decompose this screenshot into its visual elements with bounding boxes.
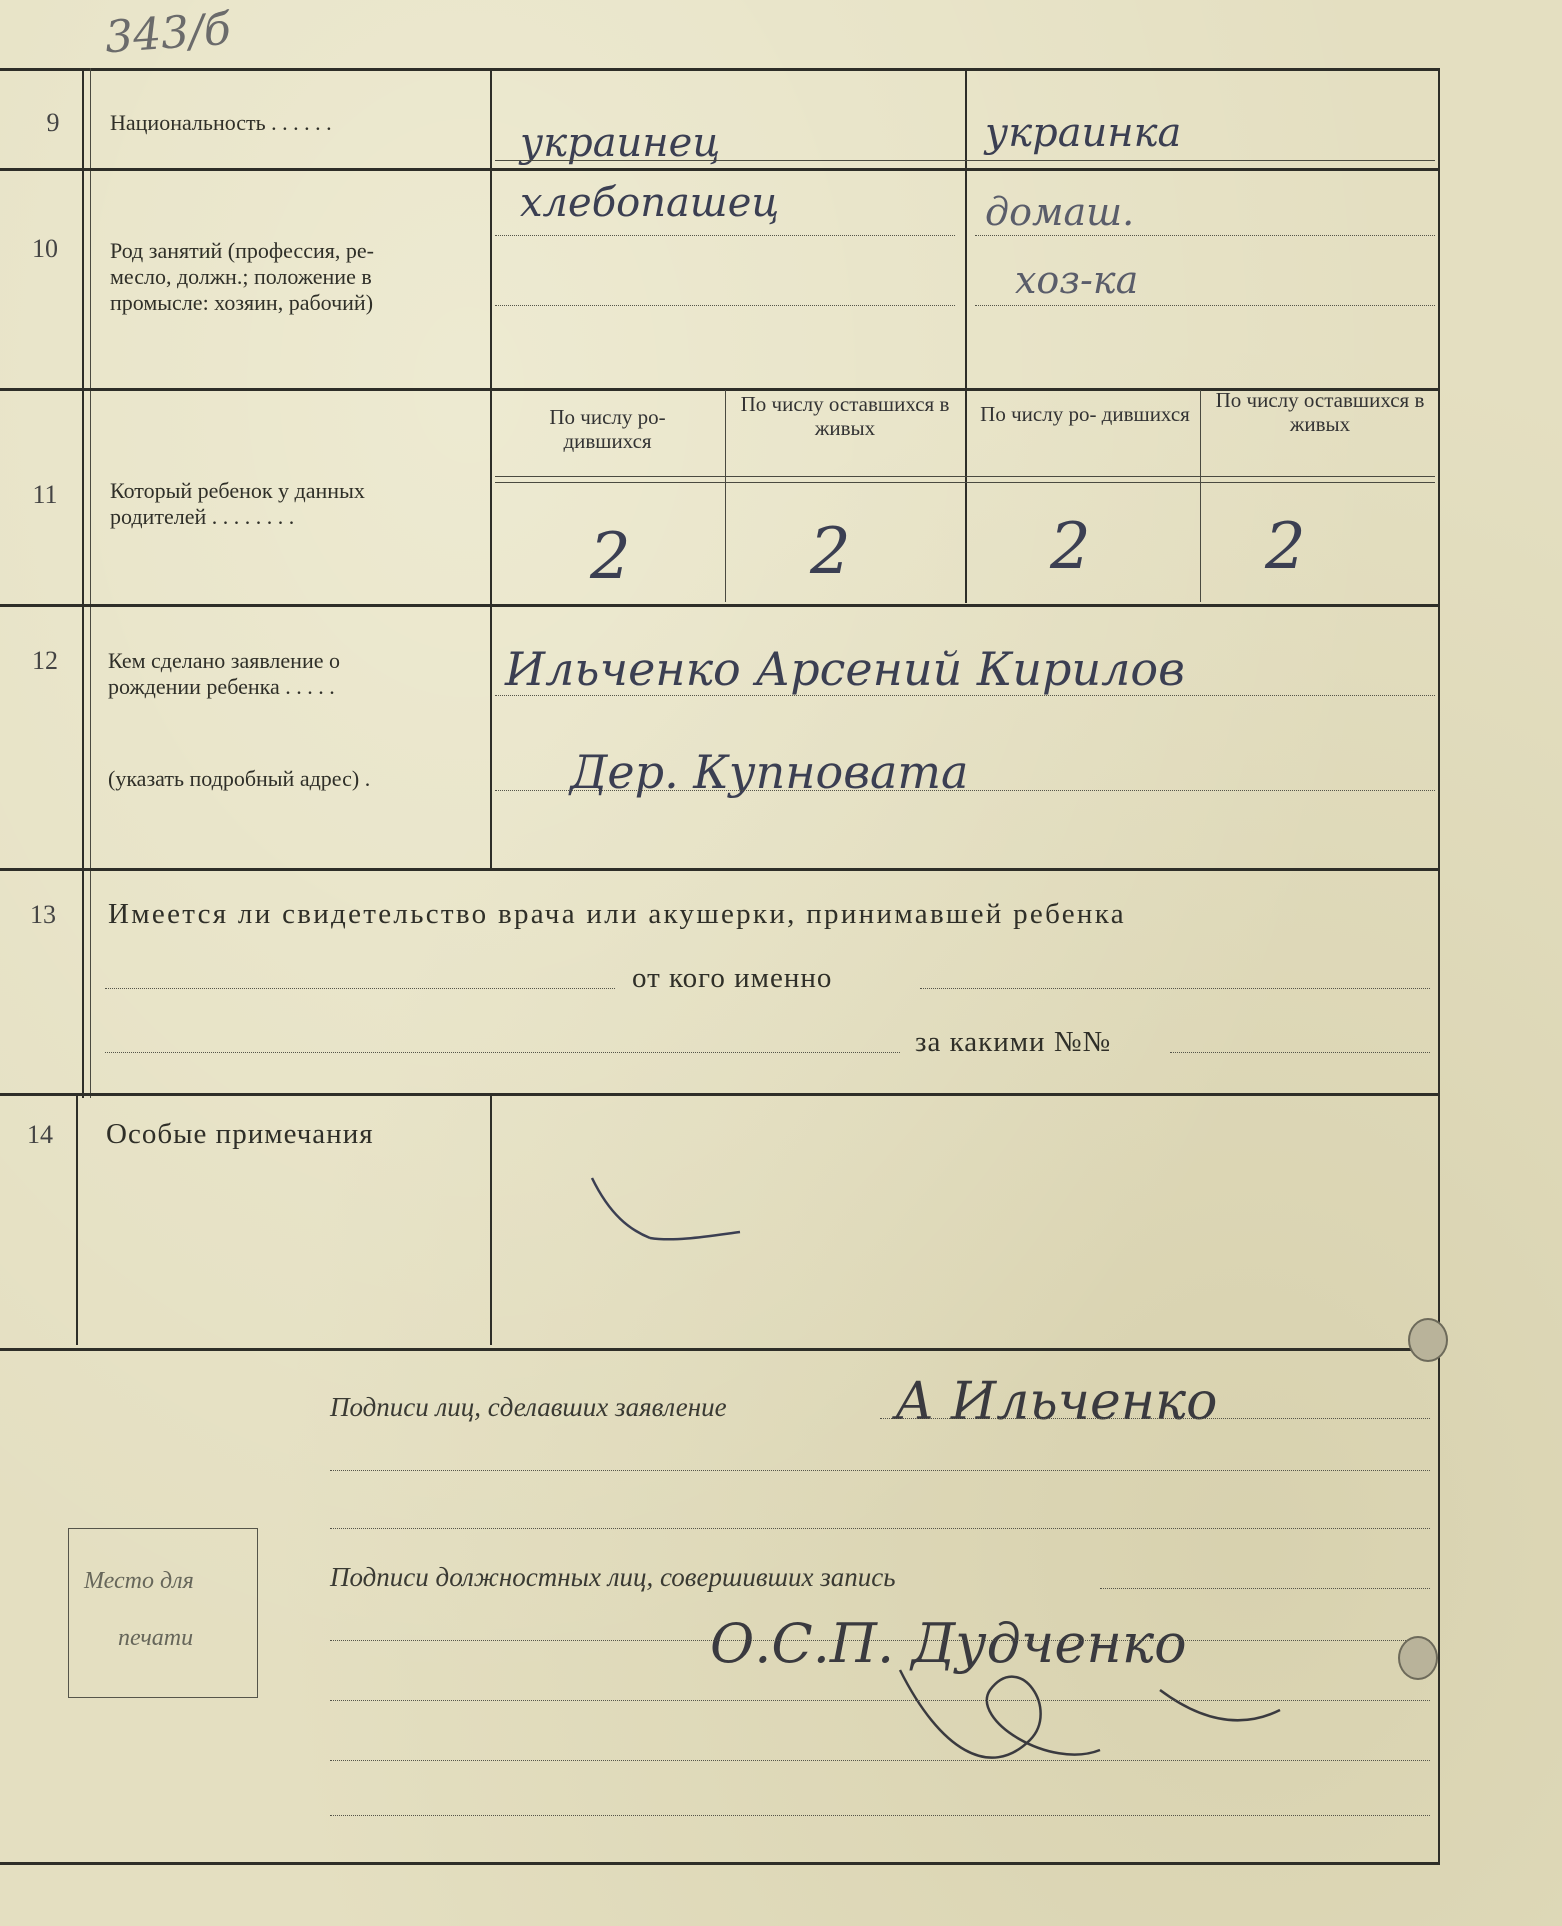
numbers-label: за какими №№ xyxy=(915,1026,1112,1058)
binder-hole-2 xyxy=(1398,1636,1438,1680)
stamp-place-line1: Место для xyxy=(84,1568,194,1594)
sig-line-8 xyxy=(330,1815,1430,1816)
row-number-14: 14 xyxy=(27,1120,53,1149)
label-column-border xyxy=(490,68,492,868)
stamp-place-box xyxy=(68,1528,258,1698)
binder-hole-1 xyxy=(1408,1318,1448,1362)
father-alive-value: 2 xyxy=(810,515,851,589)
row14-bottom xyxy=(0,1348,1440,1351)
stray-pen-mark xyxy=(580,1170,760,1260)
officials-signature-label: Подписи должностных лиц, совершивших запись xyxy=(330,1562,896,1592)
father-nationality: украинец xyxy=(520,120,721,166)
mother-alive-header: По числу оставшихся в живых xyxy=(1215,388,1425,436)
occupation-label-line2: месло, должн.; положение в xyxy=(110,264,372,289)
row-number-12: 12 xyxy=(32,646,58,675)
sig-line-4 xyxy=(1100,1588,1430,1589)
father-mother-divider xyxy=(965,68,967,603)
father-born-value: 2 xyxy=(590,520,631,594)
child-order-label-line2: родителей . . . . . . . . xyxy=(110,504,295,529)
child-order-label-line1: Который ребенок у данных xyxy=(110,478,365,503)
row13-line-d xyxy=(1170,1052,1430,1053)
row10-line-b xyxy=(975,235,1435,236)
from-whom-label: от кого именно xyxy=(632,962,833,994)
sig-line-5 xyxy=(330,1640,1430,1641)
row9-underline xyxy=(495,160,1435,161)
row14-left-border xyxy=(76,1095,78,1345)
number-column-border xyxy=(82,68,84,1098)
officials-signature: О.С.П. Дудченко xyxy=(710,1612,1187,1675)
sig-line-2 xyxy=(330,1470,1430,1471)
row-number-10: 10 xyxy=(32,234,58,263)
row13-line-a xyxy=(105,988,615,989)
row-number-11: 11 xyxy=(32,480,58,509)
sig-line-3 xyxy=(330,1528,1430,1529)
table-bottom-border xyxy=(0,1862,1440,1865)
father-occupation: хлебопашец xyxy=(520,180,780,226)
row12-bottom xyxy=(0,868,1440,871)
row13-line-b xyxy=(920,988,1430,989)
address-label: (указать подробный адрес) . xyxy=(108,766,371,791)
declarant-label-line2: рождении ребенка . . . . . xyxy=(108,674,335,699)
sig-line-6 xyxy=(330,1700,1430,1701)
row-number-9: 9 xyxy=(46,108,60,137)
row11-divider-3 xyxy=(1200,390,1201,602)
mother-born-header: По числу ро- дившихся xyxy=(980,402,1190,426)
row11-header-line-a xyxy=(495,476,1435,477)
nationality-label: Национальность . . . . . . xyxy=(110,110,332,135)
mother-born-value: 2 xyxy=(1050,510,1091,584)
row10-line-d xyxy=(975,305,1435,306)
occupation-label-line1: Род занятий (профессия, ре- xyxy=(110,238,374,263)
label-column-border-14 xyxy=(490,1095,492,1345)
row11-bottom xyxy=(0,604,1440,607)
number-column-border-inner xyxy=(90,68,91,1098)
special-notes-label: Особые примечания xyxy=(106,1118,374,1150)
mother-occupation-line1: домаш. xyxy=(985,190,1135,234)
stamp-place-line2: печати xyxy=(118,1625,194,1651)
mother-alive-value: 2 xyxy=(1265,510,1306,584)
table-top-border xyxy=(0,68,1440,71)
row12-line-a xyxy=(495,695,1435,696)
row10-line-c xyxy=(495,305,955,306)
occupation-label-line3: промысле: хозяин, рабочий) xyxy=(110,290,374,315)
declarant-label-line1: Кем сделано заявление о xyxy=(108,648,340,673)
declarant-address: Дер. Купновата xyxy=(570,745,969,799)
father-alive-header: По числу оставшихся в живых xyxy=(740,392,950,440)
certificate-question: Имеется ли свидетельство врача или акушерки, принимавшей ребенка xyxy=(108,898,1126,930)
row13-line-c xyxy=(105,1052,900,1053)
row12-line-b xyxy=(495,790,1435,791)
applicants-signature: А Ильченко xyxy=(895,1372,1218,1432)
sig-line-7 xyxy=(330,1760,1430,1761)
sig-line-1 xyxy=(880,1418,1430,1419)
row11-header-line-b xyxy=(495,482,1435,483)
official-signature-flourish xyxy=(880,1630,1340,1780)
table-right-border xyxy=(1438,68,1440,1863)
row10-line-a xyxy=(495,235,955,236)
row9-bottom xyxy=(0,168,1440,171)
archive-number-note: 343/б xyxy=(103,3,233,64)
row13-bottom xyxy=(0,1093,1440,1096)
applicants-signature-label: Подписи лиц, сделавших заявление xyxy=(330,1392,727,1422)
father-born-header: По числу ро- дившихся xyxy=(549,405,666,453)
row-number-13: 13 xyxy=(30,900,56,929)
mother-occupation-line2: хоз-ка xyxy=(1015,258,1139,302)
mother-nationality: украинка xyxy=(985,110,1182,156)
declarant-name: Ильченко Арсений Кирилов xyxy=(505,642,1185,696)
row11-divider-1 xyxy=(725,390,726,602)
